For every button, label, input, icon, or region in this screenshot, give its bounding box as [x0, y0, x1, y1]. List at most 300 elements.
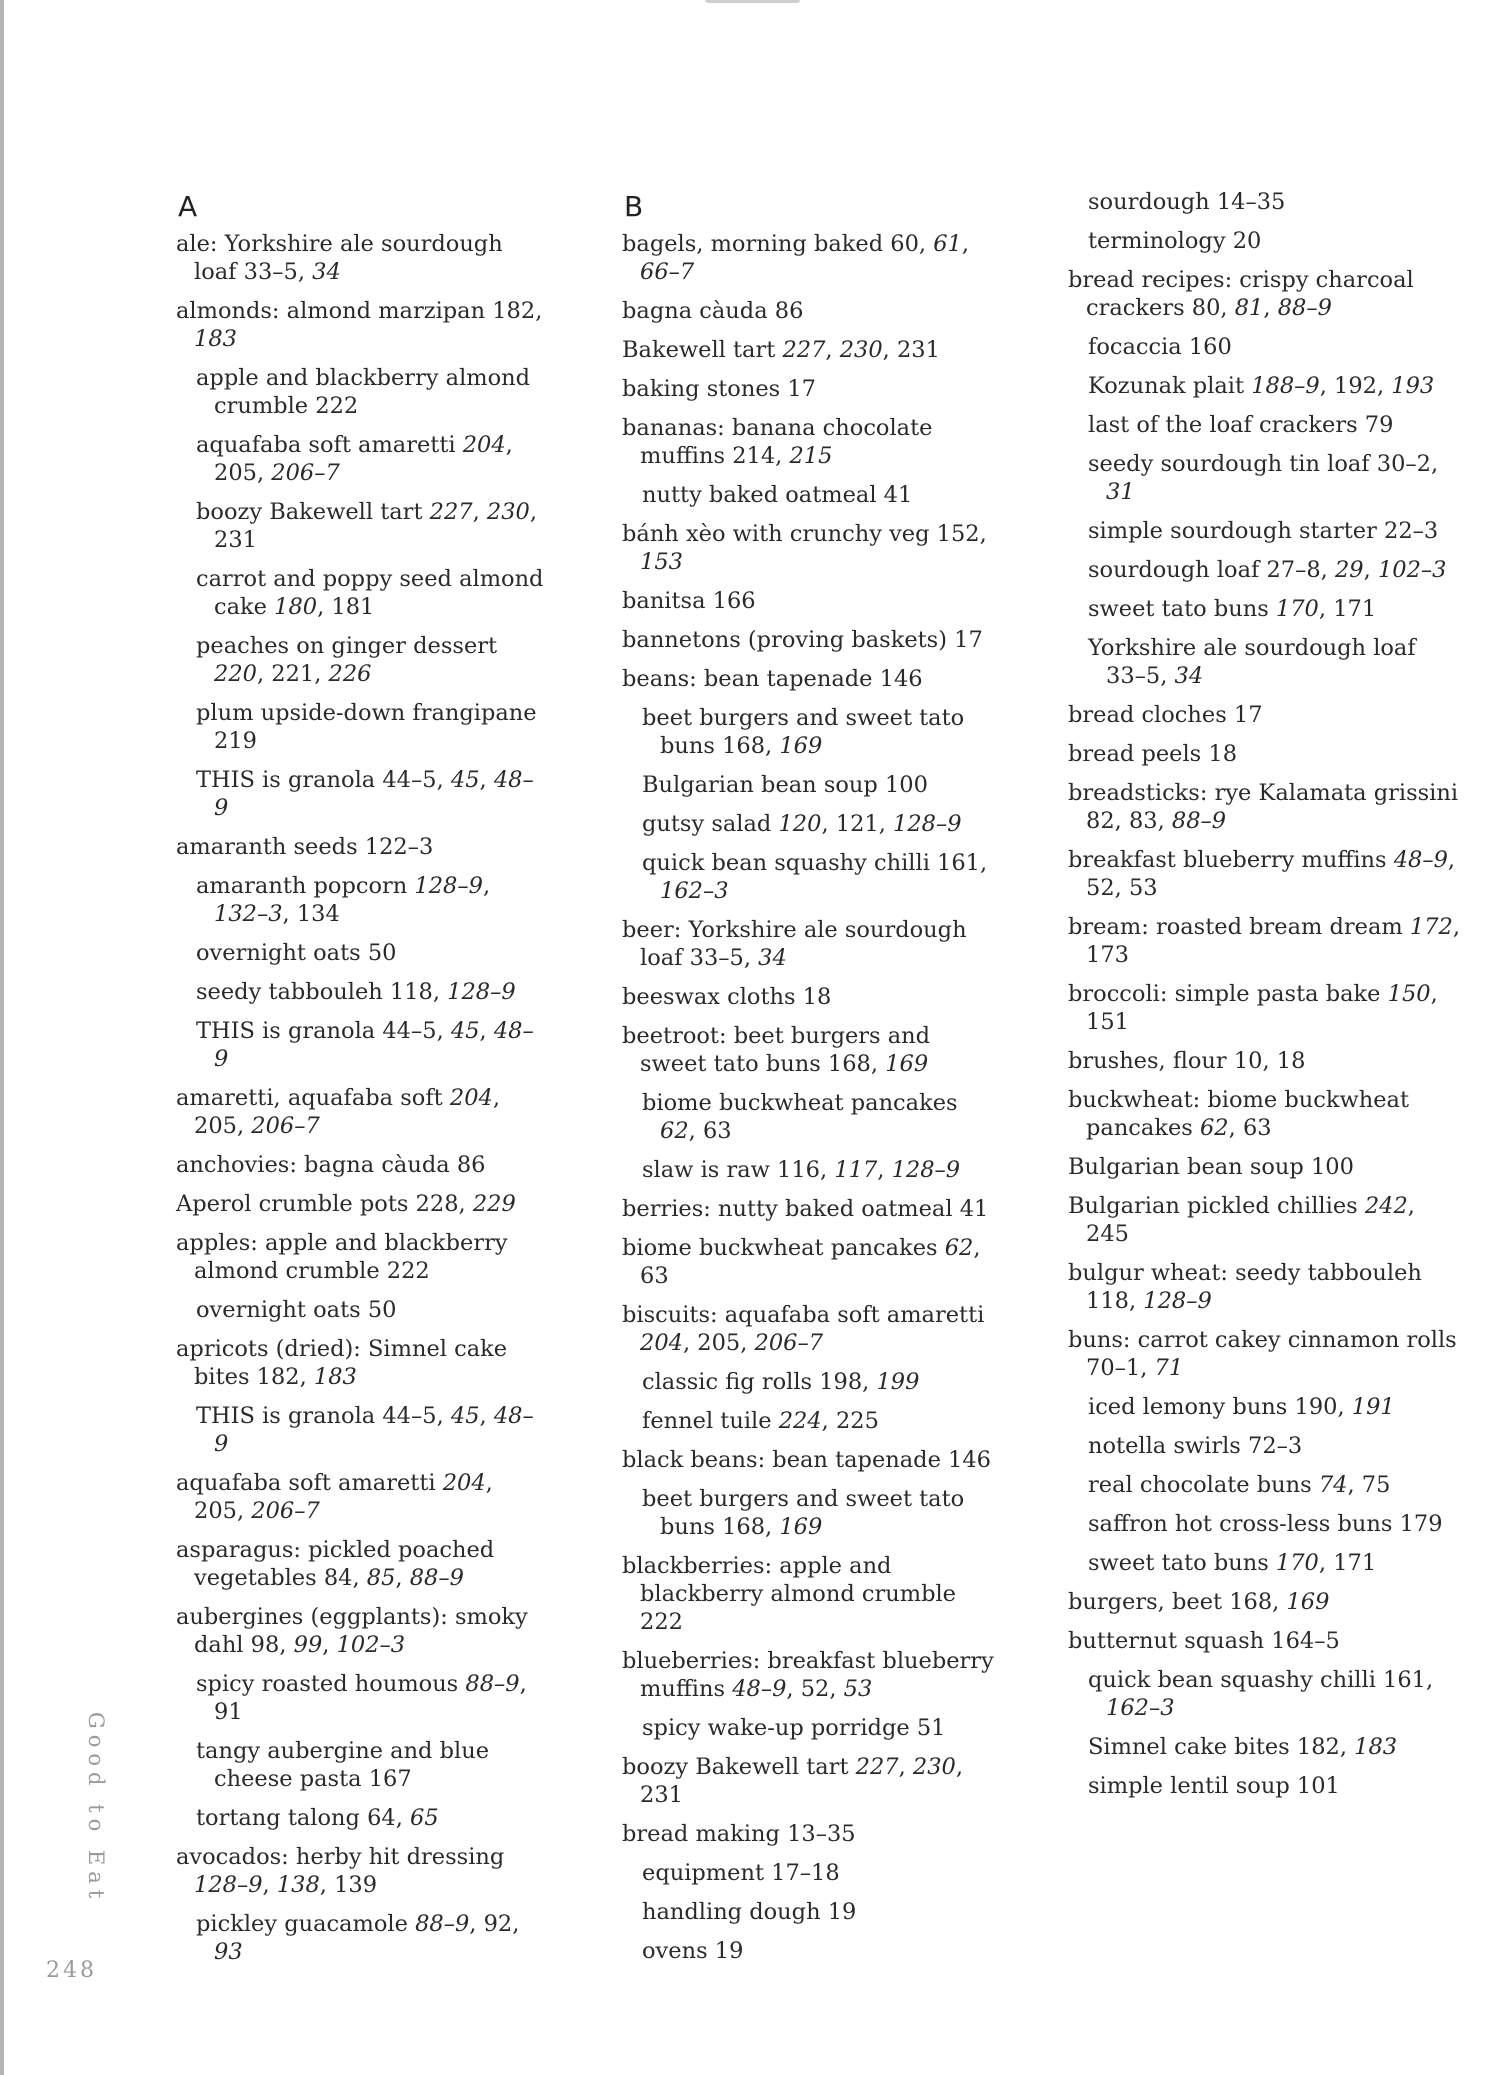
page-ref: 231 — [214, 527, 257, 553]
index-entry — [176, 1229, 548, 1285]
page-ref: 70–1 — [1086, 1355, 1141, 1381]
section-letter: A — [178, 190, 198, 223]
page-ref: 214 — [732, 443, 776, 469]
page-ref: 88–9 — [409, 1565, 464, 1591]
page-ref: 45 — [450, 767, 480, 793]
page-ref: 205 — [194, 1113, 237, 1139]
page-ref: 172 — [1409, 914, 1453, 940]
page-ref: 86 — [774, 298, 804, 324]
page-ref: 10 — [1233, 1048, 1263, 1074]
page-ref: 162–3 — [1106, 1695, 1175, 1721]
index-subentry — [1088, 517, 1460, 545]
entry-term: spicy roasted houmous — [196, 1671, 466, 1697]
index-entry: aubergines (eggplants): smoky dahl 98, 99, 102–3 — [176, 1604, 528, 1658]
entry-term: beet burgers and sweet tato buns — [642, 705, 965, 759]
page-ref: 146 — [948, 1447, 991, 1473]
entry-term: apricots (dried): Simnel cake bites — [176, 1336, 508, 1390]
page-ref: 62 — [944, 1235, 974, 1261]
entry-term: nutty baked oatmeal — [642, 482, 884, 508]
page-ref: 146 — [879, 666, 923, 692]
index-entry: bagels, morning baked 60, 61, 66–7 — [622, 231, 970, 285]
index-subentry: Kozunak plait 188–9, 192, 193 — [1088, 373, 1435, 399]
entry-term: buckwheat: biome buckwheat pancakes — [1068, 1087, 1409, 1141]
page-ref: 222 — [640, 1609, 683, 1635]
index-subentry — [1088, 1510, 1460, 1538]
page-ref: 29 — [1334, 557, 1364, 583]
index-entry — [622, 1195, 994, 1223]
entry-term: beer: Yorkshire ale sourdough loaf — [622, 917, 967, 971]
page-ref: 41 — [959, 1196, 989, 1222]
entry-term: sweet tato buns — [1088, 1550, 1276, 1576]
index-entry: bananas: banana chocolate muffins 214, 215 — [622, 415, 933, 469]
index-subentry: slaw is raw 116, 117, 128–9 — [642, 1157, 961, 1183]
index-entry: blueberries: breakfast blueberry muffins 48–9, 52, 53 — [622, 1648, 994, 1702]
page-ref: 30–2 — [1376, 451, 1431, 477]
page-ref: 34 — [758, 945, 787, 971]
page-ref: 33–5 — [689, 945, 744, 971]
page-ref: 63 — [640, 1263, 669, 1289]
entry-term: Simnel cake bites — [1088, 1734, 1297, 1760]
entry-term: baking stones — [622, 376, 788, 402]
page-ref: 220 — [214, 661, 257, 687]
page-ref: 71 — [1154, 1355, 1184, 1381]
page-ref: 227 — [782, 337, 826, 363]
entry-term: seedy tabbouleh — [196, 979, 390, 1005]
index-entry: bulgur wheat: seedy tabbouleh 118, 128–9 — [1068, 1260, 1422, 1314]
page-ref: 168 — [1229, 1589, 1273, 1615]
entry-term: simple sourdough starter — [1088, 518, 1384, 544]
index-subentry — [1088, 333, 1460, 361]
index-subentry: amaranth popcorn 128–9, 132–3, 134 — [196, 873, 491, 927]
entry-term: aubergines (eggplants): smoky dahl — [176, 1604, 528, 1658]
entry-term: handling dough — [642, 1899, 828, 1925]
running-head: Good to Eat — [84, 1712, 108, 1905]
entry-term: fennel tuile — [642, 1408, 779, 1434]
page-ref: 188–9 — [1251, 373, 1320, 399]
page-ref: 128–9 — [1143, 1288, 1212, 1314]
page-ref: 51 — [916, 1715, 946, 1741]
page-ref: 48–9 — [1393, 847, 1448, 873]
page-ref: 48–9 — [214, 767, 534, 821]
page-ref: 17–18 — [771, 1860, 840, 1886]
page-ref: 204 — [640, 1330, 683, 1356]
entry-term: Aperol crumble pots — [176, 1191, 416, 1217]
index-entry: broccoli: simple pasta bake 150, 151 — [1068, 981, 1438, 1035]
index-entry — [622, 1820, 994, 1848]
page-ref: 34 — [312, 259, 341, 285]
entry-term: amaranth popcorn — [196, 873, 415, 899]
index-entry — [622, 375, 994, 403]
index-entry: bread recipes: crispy charcoal crackers 80, 81, 88–9 — [1068, 267, 1414, 321]
entry-term: breakfast blueberry muffins — [1068, 847, 1394, 873]
page-ref: 225 — [835, 1408, 879, 1434]
page-ref: 227 — [855, 1754, 899, 1780]
page-ref: 180 — [274, 594, 318, 620]
page-ref: 20 — [1232, 228, 1262, 254]
entry-term: aquafaba soft amaretti — [176, 1470, 443, 1496]
index-subentry — [196, 699, 548, 755]
page-ref: 228 — [415, 1191, 459, 1217]
page-ref: 219 — [214, 728, 257, 754]
index-subentry: boozy Bakewell tart 227, 230, 231 — [196, 499, 538, 553]
entry-term: quick bean squashy chilli — [642, 850, 938, 876]
index-subentry — [196, 364, 548, 420]
index-subentry: pickley guacamole 88–9, 92, 93 — [196, 1911, 520, 1965]
index-subentry — [1088, 411, 1460, 439]
index-entry: burgers, beet 168, 169 — [1068, 1589, 1330, 1615]
page-ref: 22–3 — [1384, 518, 1439, 544]
page-ref: 13–35 — [787, 1821, 856, 1847]
entry-term: Bulgarian bean soup — [642, 772, 885, 798]
index-entry: bream: roasted bream dream 172, 173 — [1068, 914, 1460, 968]
entry-term: quick bean squashy chilli — [1088, 1667, 1384, 1693]
entry-term: Kozunak plait — [1088, 373, 1252, 399]
page-ref: 88–9 — [1277, 295, 1332, 321]
entry-term: terminology — [1088, 228, 1233, 254]
index-entry: avocados: herby hit dressing 128–9, 138, 139 — [176, 1844, 505, 1898]
page-ref: 27–8 — [1266, 557, 1321, 583]
entry-term: bread recipes: crispy charcoal crackers — [1068, 267, 1414, 321]
entry-term: spicy wake-up porridge — [642, 1715, 917, 1741]
index-entry: breadsticks: rye Kalamata grissini 82, 83, 88–9 — [1068, 780, 1459, 834]
page-ref: 231 — [640, 1782, 683, 1808]
index-entry — [622, 665, 994, 693]
page-ref: 88–9 — [415, 1911, 470, 1937]
page-ref: 169 — [1286, 1589, 1330, 1615]
index-entry: beer: Yorkshire ale sourdough loaf 33–5, 34 — [622, 917, 967, 971]
index-subentry: fennel tuile 224, 225 — [642, 1408, 879, 1434]
page-ref: 193 — [1391, 373, 1435, 399]
entry-term: berries: nutty baked oatmeal — [622, 1196, 960, 1222]
index-subentry — [1088, 1772, 1460, 1800]
page-ref: 118 — [389, 979, 433, 1005]
page-ref: 206–7 — [251, 1498, 320, 1524]
index-entry: almonds: almond marzipan 182, 183 — [176, 298, 543, 352]
entry-term: THIS is granola — [196, 1018, 383, 1044]
index-subentry: THIS is granola 44–5, 45, 48–9 — [196, 767, 534, 821]
page-ref: 169 — [779, 1514, 823, 1540]
entry-term: Bulgarian pickled chillies — [1068, 1193, 1365, 1219]
page-ref: 204 — [442, 1470, 486, 1496]
page-ref: 230 — [839, 337, 883, 363]
entry-term: tangy aubergine and blue cheese pasta — [196, 1738, 490, 1792]
section-letter: B — [624, 190, 644, 223]
page-ref: 48–9 — [732, 1676, 787, 1702]
page-ref: 231 — [896, 337, 940, 363]
top-edge-mark — [705, 0, 800, 3]
entry-term: bread making — [622, 1821, 788, 1847]
page-ref: 222 — [315, 393, 359, 419]
page-ref: 206–7 — [754, 1330, 824, 1356]
page-ref: 229 — [472, 1191, 516, 1217]
page-ref: 74 — [1318, 1472, 1348, 1498]
index-subentry: sweet tato buns 170, 171 — [1088, 1550, 1377, 1576]
page-number: 248 — [46, 1958, 97, 1983]
entry-term: plum upside-down frangipane — [196, 700, 537, 726]
page-ref: 98 — [250, 1632, 280, 1658]
index-subentry: sourdough loaf 27–8, 29, 102–3 — [1088, 557, 1447, 583]
index-subentry: Yorkshire ale sourdough loaf 33–5, 34 — [1088, 635, 1416, 689]
page-ref: 215 — [789, 443, 833, 469]
entry-term: butternut squash — [1068, 1628, 1272, 1654]
page-ref: 17 — [787, 376, 816, 402]
entry-term: anchovies: bagna càuda — [176, 1152, 457, 1178]
entry-term: gutsy salad — [642, 811, 779, 837]
entry-term: apples: apple and blackberry almond crumble — [176, 1230, 508, 1284]
index-entry: buckwheat: biome buckwheat pancakes 62, 63 — [1068, 1087, 1409, 1141]
index-entry — [622, 626, 994, 654]
page-ref: 99 — [293, 1632, 323, 1658]
page-ref: 72–3 — [1248, 1433, 1303, 1459]
index-subentry — [642, 1898, 994, 1926]
entry-term: last of the loaf crackers — [1088, 412, 1365, 438]
index-entry — [622, 1446, 994, 1474]
page-ref: 183 — [1354, 1734, 1398, 1760]
page-ref: 204 — [462, 432, 506, 458]
page-ref: 100 — [884, 772, 928, 798]
entry-term: sourdough loaf — [1088, 557, 1267, 583]
entry-term: breadsticks: rye Kalamata grissini — [1068, 780, 1459, 806]
page-ref: 18 — [802, 984, 832, 1010]
page-ref: 230 — [486, 499, 530, 525]
page-ref: 61 — [933, 231, 962, 257]
page-ref: 53 — [1128, 875, 1158, 901]
entry-term: tortang talong — [196, 1805, 368, 1831]
page-ref: 121 — [835, 811, 879, 837]
entry-term: bread cloches — [1068, 702, 1234, 728]
entry-term: brushes, flour — [1068, 1048, 1234, 1074]
page-ref: 44–5 — [382, 1403, 437, 1429]
index-subentry: iced lemony buns 190, 191 — [1088, 1394, 1395, 1420]
index-entry: bánh xèo with crunchy veg 152, 153 — [622, 521, 987, 575]
page-ref: 62 — [1199, 1115, 1229, 1141]
page-ref: 34 — [1174, 663, 1204, 689]
index-subentry — [1088, 227, 1460, 255]
page-ref: 63 — [702, 1118, 732, 1144]
entry-term: Yorkshire ale sourdough loaf — [1088, 635, 1416, 661]
entry-term: sourdough — [1088, 189, 1217, 215]
entry-term: bannetons (proving baskets) — [622, 627, 955, 653]
entry-term: Bulgarian bean soup — [1068, 1154, 1311, 1180]
page-ref: 81 — [1234, 295, 1264, 321]
index-subentry — [196, 1737, 548, 1793]
index-subentry: gutsy salad 120, 121, 128–9 — [642, 811, 962, 837]
index-entry: amaretti, aquafaba soft 204, 205, 206–7 — [176, 1085, 500, 1139]
index-entry — [1068, 740, 1460, 768]
entry-term: asparagus: pickled poached vegetables — [176, 1537, 495, 1591]
page-ref: 224 — [778, 1408, 822, 1434]
index-entry — [176, 833, 548, 861]
entry-term: blackberries: apple and blackberry almond crumble — [622, 1553, 956, 1607]
page-ref: 93 — [214, 1939, 243, 1965]
page-ref: 88–9 — [465, 1671, 520, 1697]
page-ref: 17 — [954, 627, 983, 653]
page-ref: 170 — [1275, 596, 1319, 622]
entry-term: carrot and poppy seed almond cake — [196, 566, 544, 620]
page-ref: 33–5 — [1106, 663, 1161, 689]
entry-term: aquafaba soft amaretti — [196, 432, 463, 458]
page-ref: 116 — [777, 1157, 820, 1183]
page-ref: 91 — [214, 1699, 243, 1725]
page-ref: 31 — [1106, 479, 1135, 505]
page-ref: 171 — [1333, 1550, 1377, 1576]
entry-term: black beans: bean tapenade — [622, 1447, 949, 1473]
entry-term: bánh xèo with crunchy veg — [622, 521, 937, 547]
index-subentry: Simnel cake bites 182, 183 — [1088, 1734, 1398, 1760]
index-entry: Bulgarian pickled chillies 242, 245 — [1068, 1193, 1415, 1247]
index-subentry: beet burgers and sweet tato buns 168, 169 — [642, 1486, 965, 1540]
page-ref: 139 — [334, 1872, 378, 1898]
index-subentry — [196, 939, 548, 967]
page-ref: 128–9 — [414, 873, 483, 899]
entry-term: real chocolate buns — [1088, 1472, 1319, 1498]
entry-term: bread peels — [1068, 741, 1209, 767]
page-ref: 18 — [1208, 741, 1238, 767]
index-entry: buns: carrot cakey cinnamon rolls 70–1, 71 — [1068, 1327, 1457, 1381]
index-entry — [622, 587, 994, 615]
page-ref: 198 — [819, 1369, 863, 1395]
page-ref: 92 — [483, 1911, 513, 1937]
index-subentry: classic fig rolls 198, 199 — [642, 1369, 920, 1395]
entry-term: equipment — [642, 1860, 772, 1886]
page-ref: 167 — [368, 1766, 412, 1792]
page-ref: 164–5 — [1271, 1628, 1340, 1654]
index-subentry — [642, 1937, 994, 1965]
index-entry: ale: Yorkshire ale sourdough loaf 33–5, 34 — [176, 231, 503, 285]
entry-term: biome buckwheat pancakes — [642, 1090, 958, 1116]
page-ref: 222 — [386, 1258, 430, 1284]
page-ref: 79 — [1364, 412, 1394, 438]
index-entry — [622, 1552, 994, 1636]
page-ref: 191 — [1351, 1394, 1395, 1420]
page-ref: 182 — [492, 298, 536, 324]
entry-term: apple and blackberry almond crumble — [196, 365, 531, 419]
page-ref: 117 — [834, 1157, 878, 1183]
entry-term: broccoli: simple pasta bake — [1068, 981, 1388, 1007]
entry-term: classic fig rolls — [642, 1369, 820, 1395]
page-ref: 14–35 — [1216, 189, 1286, 215]
page-ref: 171 — [1333, 596, 1377, 622]
index-subentry: aquafaba soft amaretti 204, 205, 206–7 — [196, 432, 513, 486]
page-edge-shadow — [0, 0, 4, 2075]
page-ref: 206–7 — [251, 1113, 320, 1139]
page-ref: 88–9 — [1171, 808, 1227, 834]
index-subentry: quick bean squashy chilli 161, 162–3 — [642, 850, 988, 904]
index-entry: Aperol crumble pots 228, 229 — [176, 1191, 516, 1217]
entry-term: saffron hot cross-less buns — [1088, 1511, 1400, 1537]
entry-term: amaretti, aquafaba soft — [176, 1085, 450, 1111]
index-entry — [1068, 701, 1460, 729]
index-entry: Bakewell tart 227, 230, 231 — [622, 337, 940, 363]
page-ref: 173 — [1086, 942, 1129, 968]
page-ref: 100 — [1310, 1154, 1354, 1180]
page-ref: 17 — [1233, 702, 1263, 728]
page-ref: 230 — [912, 1754, 956, 1780]
page-ref: 45 — [450, 1018, 480, 1044]
page-ref: 132–3 — [214, 901, 283, 927]
entry-term: slaw is raw — [642, 1157, 778, 1183]
page-ref: 199 — [876, 1369, 920, 1395]
index-entry: brushes, flour 10, 18 — [1068, 1048, 1306, 1074]
page-ref: 169 — [885, 1051, 929, 1077]
page-ref: 18 — [1276, 1048, 1306, 1074]
index-subentry — [642, 1714, 994, 1742]
page-ref: 120 — [778, 811, 822, 837]
page-ref: 128–9 — [447, 979, 516, 1005]
page-ref: 62 — [660, 1118, 689, 1144]
page-ref: 44–5 — [382, 1018, 437, 1044]
page-ref: 63 — [1242, 1115, 1272, 1141]
index-column-3 — [1050, 188, 1460, 1811]
entry-term: THIS is granola — [196, 767, 383, 793]
index-entry — [622, 983, 994, 1011]
page-ref: 161 — [1383, 1667, 1426, 1693]
index-entry: beetroot: beet burgers and sweet tato buns 168, 169 — [622, 1023, 931, 1077]
page-ref: 168 — [827, 1051, 871, 1077]
entry-term: boozy Bakewell tart — [622, 1754, 856, 1780]
page-ref: 151 — [1086, 1009, 1129, 1035]
index-entry — [622, 297, 994, 325]
page-ref: 52 — [1086, 875, 1115, 901]
entry-term: peaches on ginger dessert — [196, 633, 498, 659]
index-subentry: seedy sourdough tin loaf 30–2, 31 — [1088, 451, 1439, 505]
page-ref: 168 — [722, 1514, 766, 1540]
page-ref: 128–9 — [194, 1872, 263, 1898]
index-entry: asparagus: pickled poached vegetables 84, 85, 88–9 — [176, 1537, 495, 1591]
index-subentry: beet burgers and sweet tato buns 168, 169 — [642, 705, 965, 759]
page-ref: 181 — [331, 594, 375, 620]
page-ref: 53 — [843, 1676, 873, 1702]
index-entry: boozy Bakewell tart 227, 230, 231 — [622, 1754, 964, 1808]
entry-term: iced lemony buns — [1088, 1394, 1295, 1420]
page-ref: 205 — [697, 1330, 741, 1356]
entry-term: beeswax cloths — [622, 984, 803, 1010]
page-ref: 205 — [194, 1498, 237, 1524]
page-ref: 60 — [890, 231, 919, 257]
page-ref: 168 — [722, 733, 766, 759]
page-ref: 48–9 — [214, 1018, 534, 1072]
index-subentry: spicy roasted houmous 88–9, 91 — [196, 1671, 527, 1725]
entry-term: bagels, morning baked — [622, 231, 891, 257]
page-ref: 75 — [1361, 1472, 1391, 1498]
index-subentry — [196, 1296, 548, 1324]
page-ref: 152 — [936, 521, 980, 547]
page-ref: 183 — [313, 1364, 357, 1390]
entry-term: THIS is granola — [196, 1403, 383, 1429]
entry-term: burgers, beet — [1068, 1589, 1230, 1615]
index-subentry: THIS is granola 44–5, 45, 48–9 — [196, 1018, 534, 1072]
entry-term: bream: roasted bream dream — [1068, 914, 1410, 940]
page-ref: 50 — [367, 940, 397, 966]
page-ref: 192 — [1334, 373, 1377, 399]
page-ref: 170 — [1275, 1550, 1319, 1576]
entry-term: notella swirls — [1088, 1433, 1249, 1459]
entry-term: avocados: herby hit dressing — [176, 1844, 505, 1870]
entry-term: Bakewell tart — [622, 337, 783, 363]
entry-term: simple lentil soup — [1088, 1773, 1297, 1799]
index-entry: breakfast blueberry muffins 48–9, 52, 53 — [1068, 847, 1456, 901]
page-ref: 101 — [1296, 1773, 1340, 1799]
index-subentry: sweet tato buns 170, 171 — [1088, 596, 1377, 622]
page-ref: 138 — [276, 1872, 320, 1898]
page-ref: 204 — [449, 1085, 493, 1111]
index-entry — [1068, 1153, 1460, 1181]
page-ref: 183 — [194, 326, 237, 352]
page-ref: 44–5 — [382, 767, 437, 793]
page-ref: 84 — [323, 1565, 353, 1591]
entry-term: almonds: almond marzipan — [176, 298, 493, 324]
page-ref: 86 — [456, 1152, 486, 1178]
